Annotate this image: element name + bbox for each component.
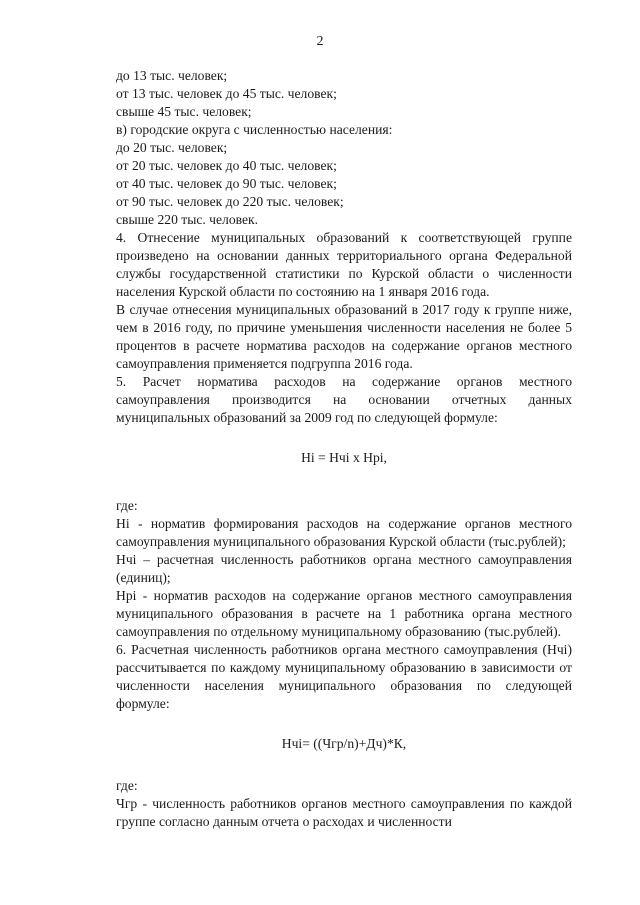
definition-nri: Нрi - норматив расходов на содержание органов местного самоуправления муниципального образования в расчете на 1 работника органа местного самоуправления по отдельному муниципальному образованию (тыс.рублей). xyxy=(116,588,572,639)
definition-chgr: Чгр - численность работников органов местного самоуправления по каждой группе согласно данным отчета о расходах и численности xyxy=(116,796,572,829)
page-number: 2 xyxy=(316,34,324,49)
definition-hi: Hi - норматив формирования расходов на содержание органов местного самоуправления муниципального образования Курской области (тыс.рублей); xyxy=(116,516,572,549)
paragraph-case: В случае отнесения муниципальных образований в 2017 году к группе ниже, чем в 2016 году, по причине уменьшения численности населения не более 5 процентов в расчете норматива расходов на содержание органов местного самоуправления применяется подгруппа 2016 года. xyxy=(116,302,572,371)
list-item: до 20 тыс. человек; xyxy=(116,140,228,155)
list-item: свыше 45 тыс. человек; xyxy=(116,104,252,119)
paragraph-6: 6. Расчетная численность работников органа местного самоуправления (Нчi) рассчитывается по каждому муниципальному образованию в зависимости от численности населения муниципального образования по следующей формуле: xyxy=(116,642,572,711)
list-item: от 13 тыс. человек до 45 тыс. человек; xyxy=(116,86,337,101)
where-label: где: xyxy=(116,498,138,513)
definition-nchi: Нчi – расчетная численность работников органа местного самоуправления (единиц); xyxy=(116,552,572,585)
where-label: где: xyxy=(116,778,138,793)
paragraph-4: 4. Отнесение муниципальных образований к соответствующей группе произведено на основании данных территориального органа Федеральной службы государственной статистики по Курской области о численности населения Курской области по состоянию на 1 января 2016 года. xyxy=(116,230,572,299)
list-item: в) городские округа с численностью населения: xyxy=(116,122,393,137)
paragraph-5: 5. Расчет норматива расходов на содержание органов местного самоуправления производится на основании отчетных данных муниципальных образований за 2009 год по следующей формуле: xyxy=(116,374,572,425)
document-body xyxy=(116,67,572,831)
list-item: до 13 тыс. человек; xyxy=(116,68,228,83)
list-item: от 90 тыс. человек до 220 тыс. человек; xyxy=(116,194,344,209)
list-item: свыше 220 тыс. человек. xyxy=(116,212,259,227)
list-item: от 40 тыс. человек до 90 тыс. человек; xyxy=(116,176,337,191)
formula-nchi: Нчi= ((Чгр/n)+Дч)*К, xyxy=(281,736,407,751)
formula-hi: Hi = Нчi х Нрi, xyxy=(301,450,387,465)
list-item: от 20 тыс. человек до 40 тыс. человек; xyxy=(116,158,337,173)
